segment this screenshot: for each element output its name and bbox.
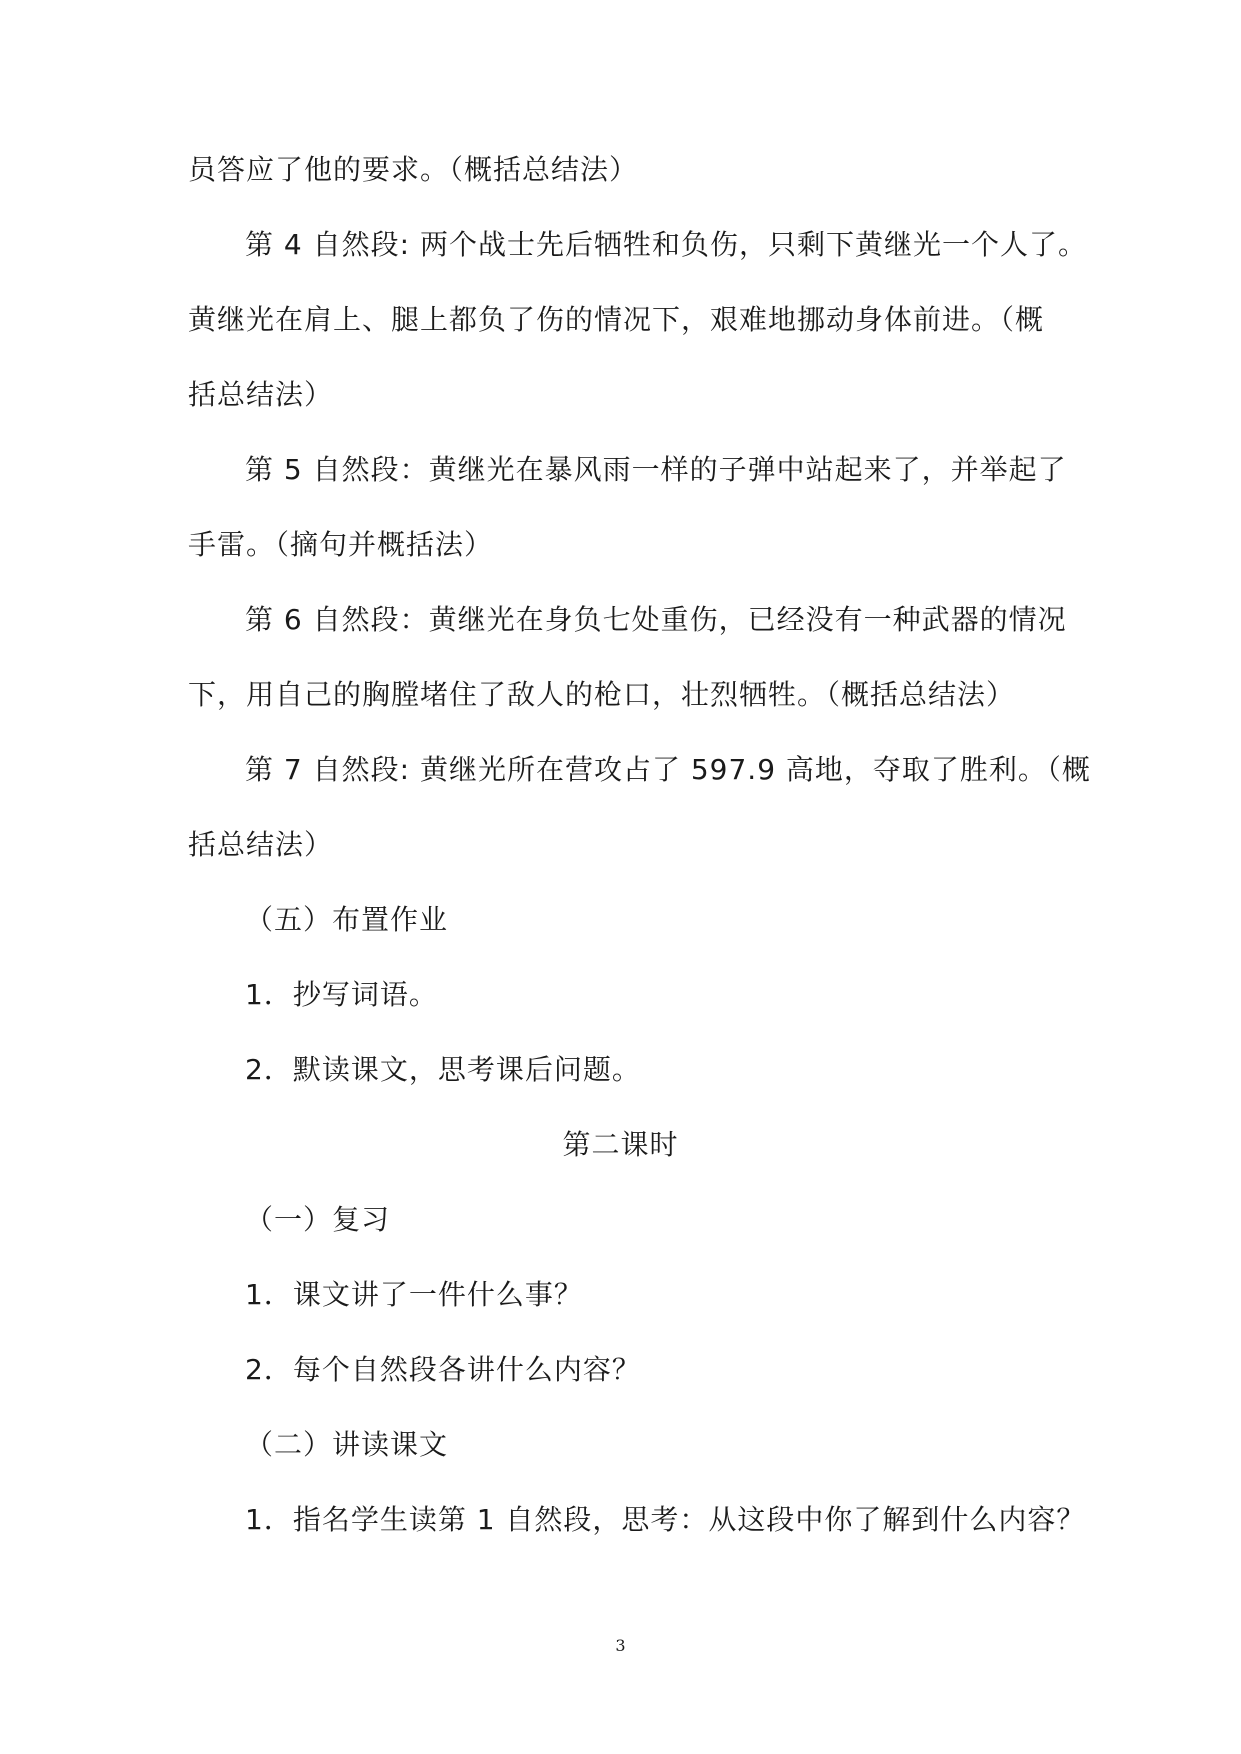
list-item: 1．课文讲了一件什么事？ xyxy=(245,1278,583,1311)
paragraph-line: 括总结法） xyxy=(188,828,334,861)
paragraph-line: 第 4 自然段: 两个战士先后牺牲和负伤，只剩下黄继光一个人了。 xyxy=(245,228,1087,261)
paragraph-line: 下，用自己的胸膛堵住了敌人的枪口，壮烈牺牲。（概括总结法） xyxy=(188,678,1016,711)
list-item: 1．抄写词语。 xyxy=(245,978,438,1011)
page-number: 3 xyxy=(615,1636,626,1655)
lesson-title: 第二课时 xyxy=(562,1128,679,1161)
paragraph-line: 手雷。（摘句并概括法） xyxy=(188,528,494,561)
section-heading: （一）复习 xyxy=(245,1203,391,1236)
paragraph-line: 括总结法） xyxy=(188,378,334,411)
list-item: 1．指名学生读第 1 自然段，思考：从这段中你了解到什么内容？ xyxy=(245,1503,1086,1536)
paragraph-line: 第 5 自然段：黄继光在暴风雨一样的子弹中站起来了，并举起了 xyxy=(245,453,1067,486)
paragraph-line: 黄继光在肩上、腿上都负了伤的情况下，艰难地挪动身体前进。（概 xyxy=(188,303,1045,336)
paragraph-line: 第 7 自然段: 黄继光所在营攻占了 597.9 高地，夺取了胜利。（概 xyxy=(245,753,1091,786)
paragraph-line: 第 6 自然段：黄继光在身负七处重伤，已经没有一种武器的情况 xyxy=(245,603,1067,636)
list-item: 2．每个自然段各讲什么内容？ xyxy=(245,1353,641,1386)
section-heading: （二）讲读课文 xyxy=(245,1428,449,1461)
paragraph-line: 员答应了他的要求。（概括总结法） xyxy=(188,153,639,186)
section-heading: （五）布置作业 xyxy=(245,903,449,936)
list-item: 2．默读课文，思考课后问题。 xyxy=(245,1053,641,1086)
